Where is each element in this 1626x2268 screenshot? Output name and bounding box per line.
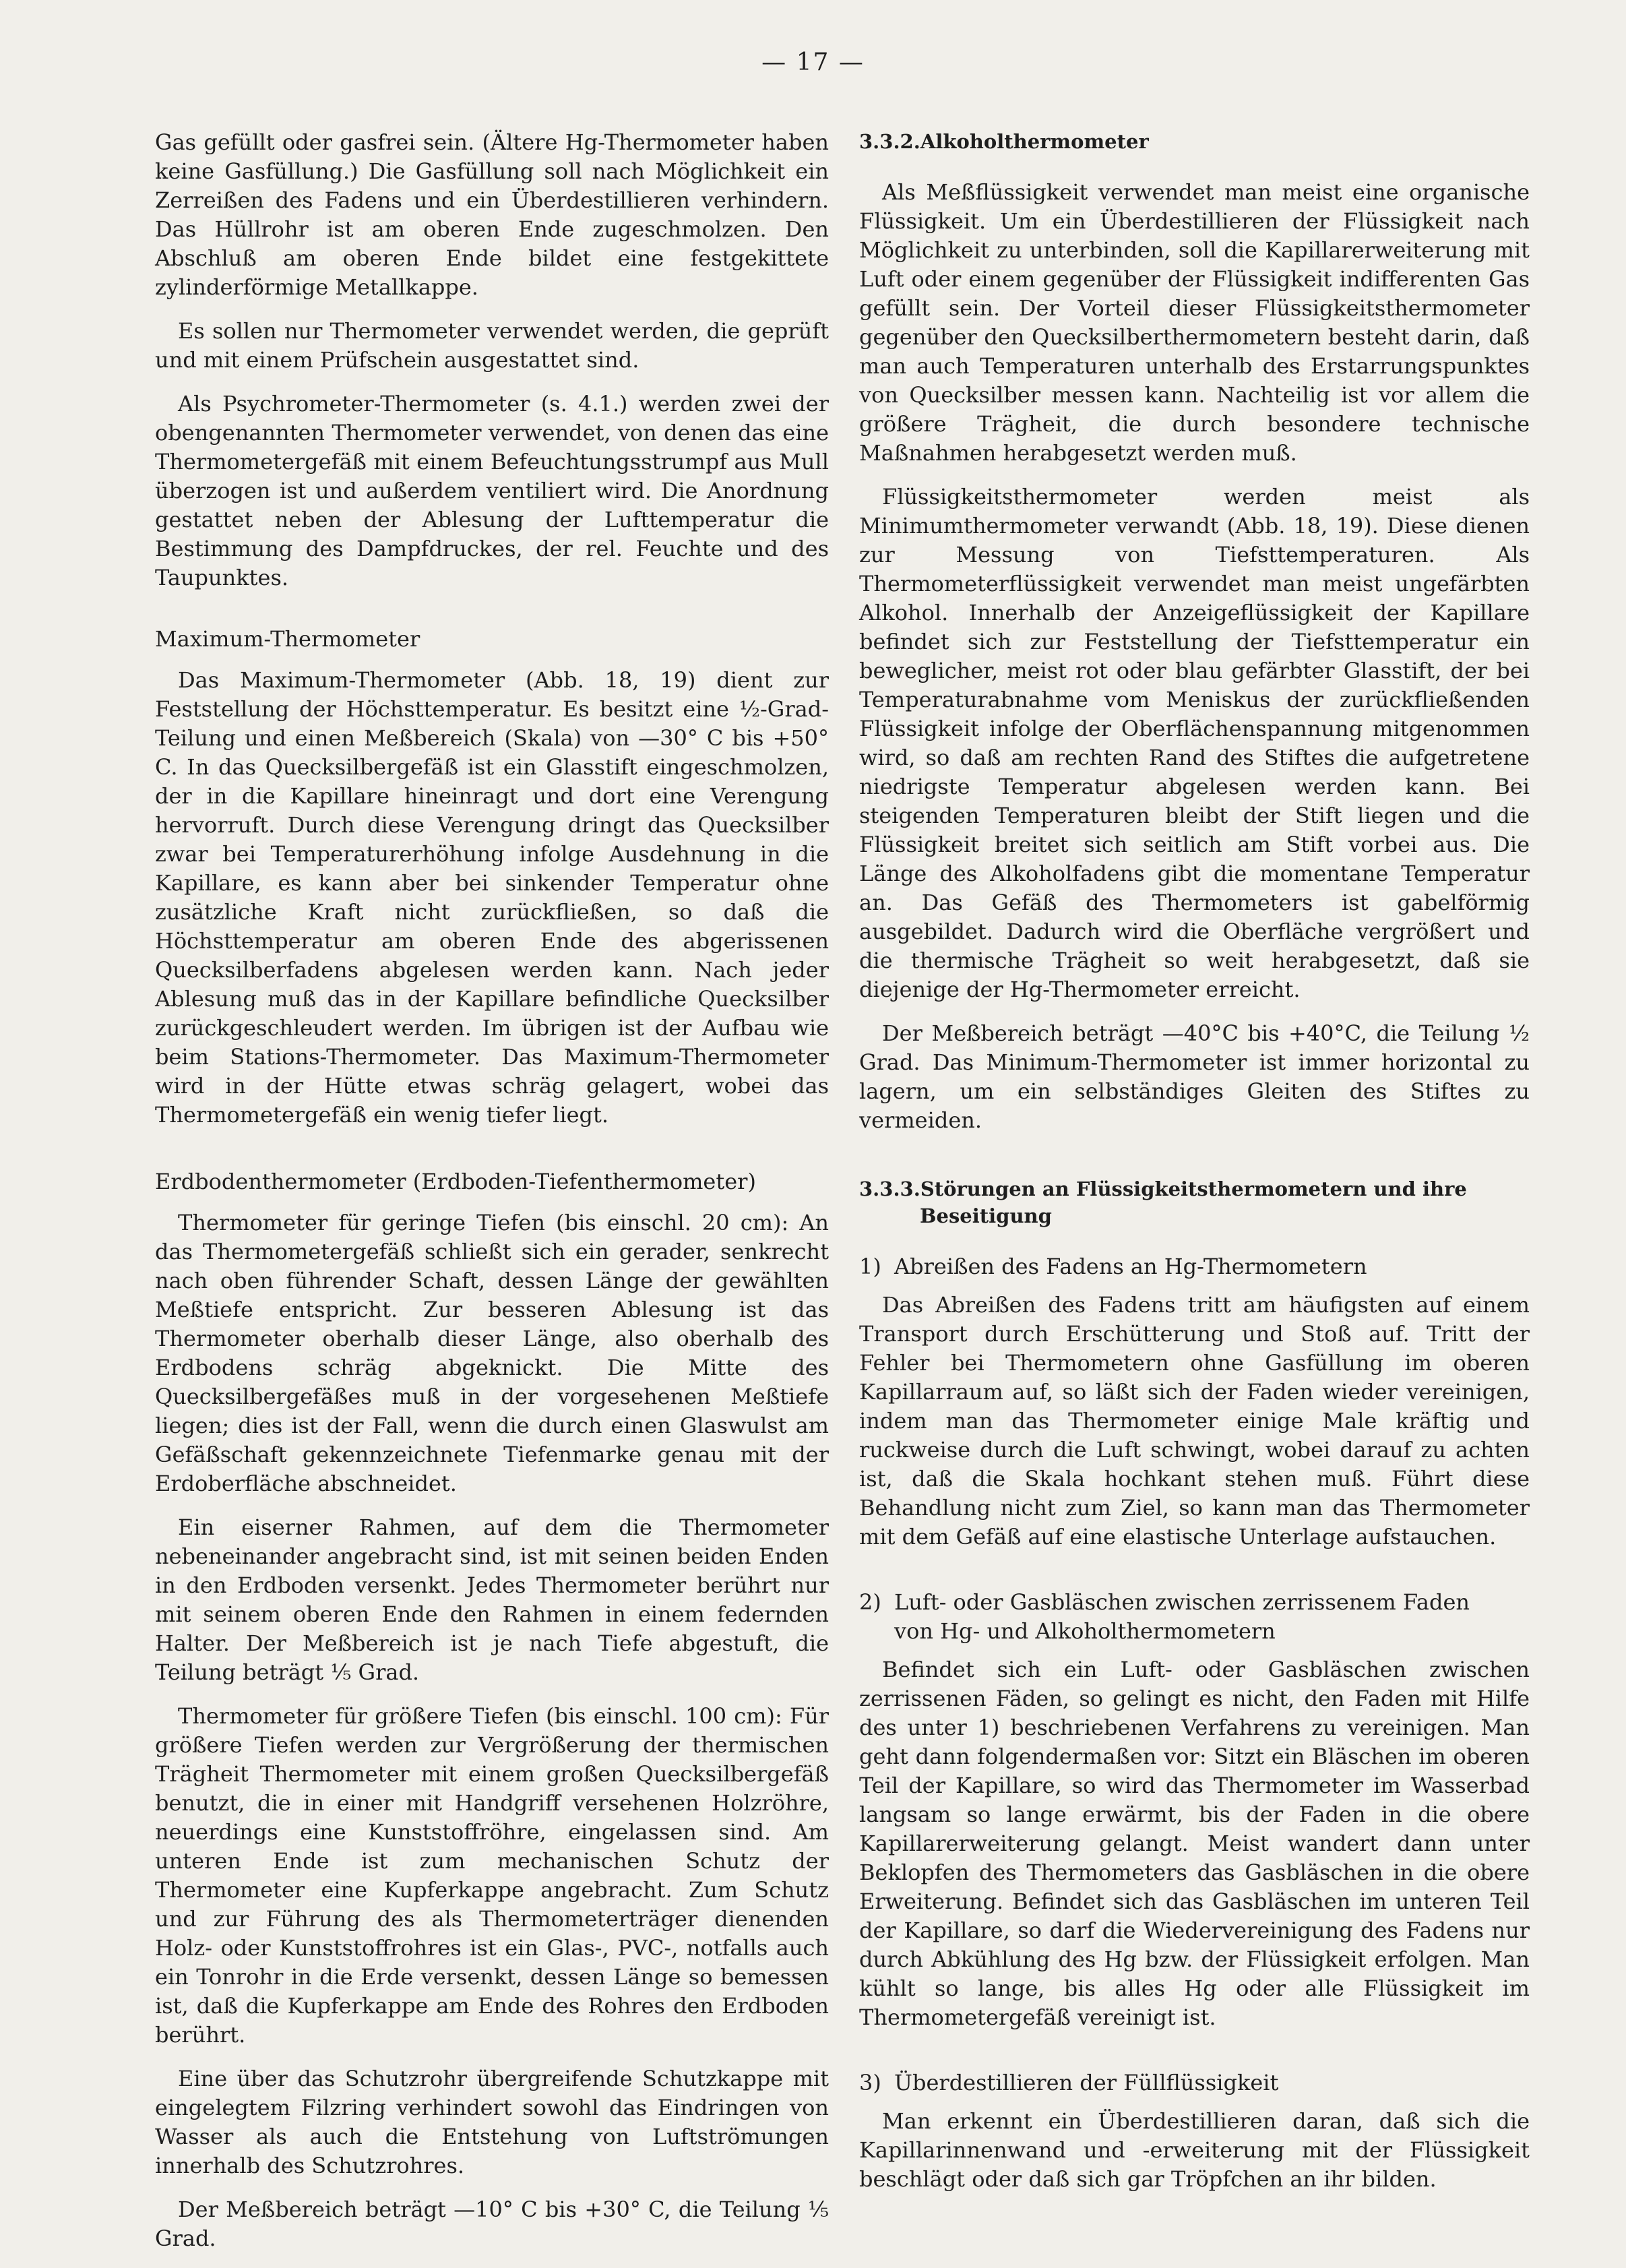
item-number: 1) xyxy=(859,1254,881,1279)
paragraph: Thermometer für größere Tiefen (bis einschl. 100 cm): Für größere Tiefen werden zur Vergrößerung der thermischen Trägheit Thermometer mit einem großen Quecksilbergefäß benutzt, die in einer mit Handgriff versehenen Holzröhre, neuerdings eine Kunststoffröhre, eingelassen sind. Am unteren Ende ist zum mechanischen Schutz der Thermometer eine Kupferkappe angebracht. Zum Schutz und zur Führung des als Thermometerträger dienenden Holz- oder Kunststoffrohres ist ein Glas-, PVC-, notfalls auch ein Tonrohr in die Erde versenkt, dessen Länge so bemessen ist, daß die Kupferkappe am Ende des Rohres den Erdboden berührt. xyxy=(155,1703,829,2048)
erdbodenthermometer-heading: Erdbodenthermometer (Erdboden-Tiefenthermometer) xyxy=(155,1169,756,1194)
maximum-thermometer-heading: Maximum-Thermometer xyxy=(155,626,420,652)
item-heading-2 xyxy=(859,1588,1530,1646)
paragraph: Befindet sich ein Luft- oder Gasbläschen zwischen zerrissenen Fäden, so gelingt es nicht, den Faden mit Hilfe des unter 1) beschriebenen Verfahrens zu vereinigen. Man geht dann folgendermaßen vor: Sitzt ein Bläschen im oberen Teil der Kapillare, so wird das Thermometer im Wasserbad langsam so lange erwärmt, bis der Faden in die obere Kapillarerweiterung gelangt. Meist wandert dann unter Beklopfen des Thermometers das Gasbläschen in die obere Erweiterung. Befindet sich das Gasbläschen im unteren Teil der Kapillare, so darf die Wiedervereinigung des Fadens nur durch Abkühlung des Hg bzw. der Flüssigkeit erfolgen. Man kühlt so lange, bis alles Hg oder alle Flüssigkeit im Thermometergefäß vereinigt ist. xyxy=(859,1657,1530,2030)
paragraph: Das Maximum-Thermometer (Abb. 18, 19) dient zur Feststellung der Höchsttemperatur. Es besitzt eine ½-Grad-Teilung und einen Meßbereich (Skala) von —30° C bis +50° C. In das Quecksilbergefäß ist ein Glasstift eingeschmolzen, der in die Kapillare hineinragt und dort eine Verengung hervorruft. Durch diese Verengung dringt das Quecksilber zwar bei Temperaturerhöhung infolge Ausdehnung in die Kapillare, es kann aber bei sinkender Temperatur ohne zusätzliche Kraft nicht zurückfließen, so daß die Höchsttemperatur am oberen Ende des abgerissenen Quecksilberfadens abgelesen werden kann. Nach jeder Ablesung muß das in der Kapillare befindliche Quecksilber zurückgeschleudert werden. Im übrigen ist der Aufbau wie beim Stations-Thermometer. Das Maximum-Thermometer wird in der Hütte etwas schräg gelagert, wobei das Thermometergefäß ein wenig tiefer liegt. xyxy=(155,667,829,1128)
item-title: Abreißen des Fadens an Hg-Thermometern xyxy=(894,1254,1367,1279)
section-number: 3.3.2. xyxy=(859,130,920,153)
page-number: — 17 — xyxy=(761,49,865,76)
paragraph: Als Psychrometer-Thermometer (s. 4.1.) werden zwei der obengenannten Thermometer verwendet, von denen das eine Thermometergefäß mit einem Befeuchtungsstrumpf aus Mull überzogen ist und außerdem ventiliert wird. Die Anordnung gestattet neben der Ablesung der Lufttemperatur die Bestimmung des Dampfdruckes, der rel. Feuchte und des Taupunktes. xyxy=(155,391,829,590)
paragraph: Der Meßbereich beträgt —40°C bis +40°C, die Teilung ½ Grad. Das Minimum-Thermometer ist immer horizontal zu lagern, um ein selbständiges Gleiten des Stiftes zu vermeiden. xyxy=(859,1020,1530,1133)
section-heading-3-3-3 xyxy=(859,1175,1530,1229)
paragraph: Das Abreißen des Fadens tritt am häufigsten auf einem Transport durch Erschütterung und Stoß auf. Tritt der Fehler bei Thermometern ohne Gasfüllung im oberen Kapillarraum auf, so läßt sich der Faden wieder vereinigen, indem man das Thermometer einige Male kräftig und ruckweise durch die Luft schwingt, wobei darauf zu achten ist, daß die Skala hochkant stehen muß. Führt diese Behandlung nicht zum Ziel, so kann man das Thermometer mit dem Gefäß auf eine elastische Unterlage aufstauchen. xyxy=(859,1292,1530,1550)
paragraph: Eine über das Schutzrohr übergreifende Schutzkappe mit eingelegtem Filzring verhindert sowohl das Eindringen von Wasser als auch die Entstehung von Luftströmungen innerhalb des Schutzrohres. xyxy=(155,2066,829,2178)
paragraph: Als Meßflüssigkeit verwendet man meist eine organische Flüssigkeit. Um ein Überdestillieren der Flüssigkeit nach Möglichkeit zu unterbinden, soll die Kapillarerweiterung mit Luft oder einem gegenüber der Flüssigkeit indifferenten Gas gefüllt sein. Der Vorteil dieser Flüssigkeitsthermometer gegenüber den Quecksilberthermometern besteht darin, daß man auch Temperaturen unterhalb des Erstarrungspunktes von Quecksilber messen kann. Nachteilig ist vor allem die größere Trägheit, die durch besondere technische Maßnahmen herabgesetzt werden muß. xyxy=(859,179,1530,466)
section-heading-3-3-2 xyxy=(859,128,1530,155)
paragraph: Man erkennt ein Überdestillieren daran, daß sich die Kapillarinnenwand und -erweiterung mit der Flüssigkeit beschlägt oder daß sich gar Tröpfchen an ihr bilden. xyxy=(859,2108,1530,2192)
paragraph: Ein eiserner Rahmen, auf dem die Thermometer nebeneinander angebracht sind, ist mit seinen beiden Enden in den Erdboden versenkt. Jedes Thermometer berührt nur mit seinem oberen Ende den Rahmen in einem federnden Halter. Der Meßbereich ist je nach Tiefe abgestuft, die Teilung beträgt ⅕ Grad. xyxy=(155,1514,829,1685)
paragraph: Der Meßbereich beträgt —10° C bis +30° C, die Teilung ⅕ Grad. xyxy=(155,2197,829,2251)
paragraph: Thermometer für geringe Tiefen (bis einschl. 20 cm): An das Thermometergefäß schließt sich ein gerader, senkrecht nach oben führender Schaft, dessen Länge der gewählten Meßtiefe entspricht. Zur besseren Ablesung ist das Thermometer oberhalb dieser Länge, also oberhalb des Erdbodens schräg abgeknickt. Die Mitte des Quecksilbergefäßes muß in der vorgesehenen Meßtiefe liegen; dies ist der Fall, wenn die durch einen Glaswulst am Gefäßschaft gekennzeichnete Tiefenmarke genau mit der Erdoberfläche abschneidet. xyxy=(155,1210,829,1496)
section-title: Störungen an Flüssigkeitsthermometern und ihre xyxy=(920,1177,1467,1200)
right-column xyxy=(859,128,1530,2209)
paragraph: Gas gefüllt oder gasfrei sein. (Ältere Hg-Thermometer haben keine Gasfüllung.) Die Gasfüllung soll nach Möglichkeit ein Zerreißen des Fadens und ein Überdestillieren verhindern. Das Hüllrohr ist am oberen Ende zugeschmolzen. Den Abschluß am oberen Ende bildet eine festgekittete zylinderförmige Metallkappe. xyxy=(155,129,829,300)
paragraph: Es sollen nur Thermometer verwendet werden, die geprüft und mit einem Prüfschein ausgestattet sind. xyxy=(155,318,829,373)
section-title: Alkoholthermometer xyxy=(920,130,1149,153)
item-title: Luft- oder Gasbläschen zwischen zerrissenem Faden xyxy=(894,1589,1470,1615)
item-heading-1 xyxy=(859,1252,1530,1281)
item-number: 2) xyxy=(859,1589,881,1615)
item-heading-3 xyxy=(859,2068,1530,2097)
left-column xyxy=(155,128,829,2268)
item-title: Überdestillieren der Füllflüssigkeit xyxy=(894,2070,1279,2095)
section-number: 3.3.3. xyxy=(859,1177,920,1200)
item-title-continued: von Hg- und Alkoholthermometern xyxy=(894,1618,1276,1644)
section-title-continued: Beseitigung xyxy=(920,1204,1052,1227)
item-number: 3) xyxy=(859,2070,881,2095)
paragraph: Flüssigkeitsthermometer werden meist als Minimumthermometer verwandt (Abb. 18, 19). Diese dienen zur Messung von Tiefsttemperaturen. Als Thermometerflüssigkeit verwendet man meist ungefärbten Alkohol. Innerhalb der Anzeigeflüssigkeit der Kapillare befindet sich zur Feststellung der Tiefsttemperatur ein beweglicher, meist rot oder blau gefärbter Glasstift, der bei Temperaturabnahme vom Meniskus der zurückfließenden Flüssigkeit infolge der Oberflächenspannung mitgenommen wird, so daß am rechten Rand des Stiftes die aufgetretene niedrigste Temperatur abgelesen werden kann. Bei steigenden Temperaturen bleibt der Stift liegen und die Flüssigkeit breitet sich seitlich am Stift vorbei aus. Die Länge des Alkoholfadens gibt die momentane Temperatur an. Das Gefäß des Thermometers ist gabelförmig ausgebildet. Dadurch wird die Oberfläche vergrößert und die thermische Trägheit so weit herabgesetzt, daß sie diejenige der Hg-Thermometer erreicht. xyxy=(859,484,1530,1002)
